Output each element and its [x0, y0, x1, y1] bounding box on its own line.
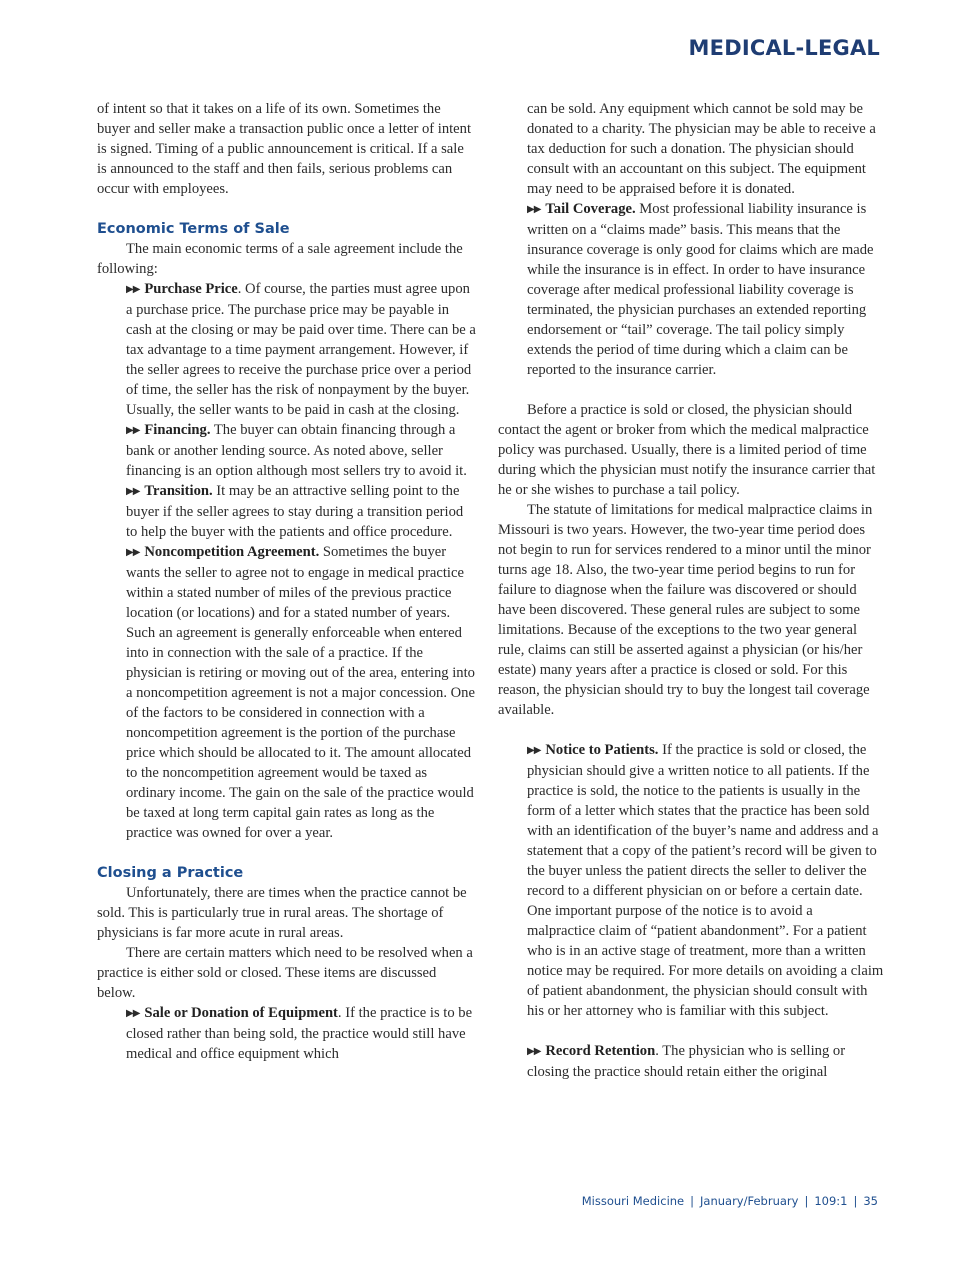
text-purchase-price: . Of course, the parties must agree upon a purchase price. The purchase price may be payable in cash at the closing or may be paid over time. There can be a tax advantage to a time payment arrangement. However, if the seller agrees to receive the purchase price over a period of time, the seller has the risk of nonpayment by the buyer. Usually, the seller wants to be paid in cash at the closing. [126, 281, 476, 418]
paragraph-before-sold: Before a practice is sold or closed, the physician should contact the agent or broker from which the medical malpractice policy was purchased. Usually, there is a limited period of time during which the physician must notify the insurance carrier that he or she wishes to purchase a tail policy. [498, 402, 876, 498]
double-arrow-right-icon: ▶▶ [527, 745, 541, 756]
section-header: MEDICAL-LEGAL [688, 36, 880, 60]
list-item-noncompetition [97, 542, 477, 843]
double-arrow-right-icon: ▶▶ [527, 204, 541, 215]
list-item-notice-patients [498, 740, 884, 1021]
journal-name: Missouri Medicine [581, 1194, 685, 1208]
text-notice-patients: If the practice is sold or closed, the physician should give a written notice to all patients. If the practice is sold, the notice to the patients is usually in the form of a letter which states that the practice has been sold with an identification of the buyer’s name and address and a statement that a copy of the patient’s record will be given to the buyer unless the patient directs the seller to deliver the record to a different physician on or before a certain date. One important purpose of the notice is to avoid a malpractice claim of “patient abandonment”. For a patient who is in an active stage of treatment, more than a written notice may be required. For more details on avoiding a claim of patient abandonment, the physician should consult with his or her attorney who is familiar with this subject. [527, 742, 884, 1019]
term-equipment: Sale or Donation of Equipment [144, 1005, 338, 1021]
double-arrow-right-icon: ▶▶ [126, 284, 140, 295]
journal-volume: 109:1 [814, 1194, 848, 1208]
list-item-purchase-price [97, 279, 477, 420]
paragraph-equipment-continued: can be sold. Any equipment which cannot be sold may be donated to a charity. The physician may be able to receive a tax deduction for such a donation. The physician should consult with an accountant on this subject. The equipment may need to be appraised before it is donated. [527, 101, 876, 197]
footer-separator: | [690, 1194, 695, 1208]
paragraph-closing-2: There are certain matters which need to be resolved when a practice is either sold or closed. These items are discussed below. [97, 945, 473, 1001]
term-noncompetition: Noncompetition Agreement. [144, 544, 320, 560]
paragraph-closing-1: Unfortunately, there are times when the practice cannot be sold. This is particularly true in rural areas. The shortage of physicians is far more acute in rural areas. [97, 885, 467, 941]
left-column [97, 99, 477, 1064]
text-equipment: . If the practice is to be closed rather than being sold, the practice would still have medical and office equipment which [126, 1005, 473, 1062]
paragraph-gap [498, 380, 884, 400]
text-record-retention: . The physician who is selling or closing the practice should retain either the original [527, 1043, 846, 1080]
double-arrow-right-icon: ▶▶ [527, 1046, 541, 1057]
list-item-transition [97, 481, 477, 542]
page-number: 35 [863, 1194, 878, 1208]
text-financing: The buyer can obtain financing through a bank or another lending source. As noted above, seller financing is an option although most sellers try to avoid it. [126, 422, 467, 479]
text-transition: It may be an attractive selling point to the buyer if the seller agrees to stay during a transition period to help the buyer with the patients and office procedure. [126, 483, 464, 540]
term-record-retention: Record Retention [545, 1043, 656, 1059]
term-tail-coverage: Tail Coverage. [545, 201, 636, 217]
paragraph-gap [498, 720, 884, 740]
double-arrow-right-icon: ▶▶ [126, 486, 140, 497]
paragraph-economic: The main economic terms of a sale agreement include the following: [97, 241, 463, 277]
heading-economic-terms: Economic Terms of Sale [97, 221, 290, 237]
paragraph-intro: of intent so that it takes on a life of its own. Sometimes the buyer and seller make a transaction public once a letter of intent is signed. Timing of a public announcement is critical. If a sale is announced to the staff and then fails, serious problems can occur with employees. [97, 101, 472, 197]
list-item-tail-coverage [498, 199, 884, 380]
page-footer [582, 1194, 878, 1208]
list-item-financing [97, 420, 477, 481]
footer-separator: | [853, 1194, 858, 1208]
heading-closing-practice: Closing a Practice [97, 865, 244, 881]
double-arrow-right-icon: ▶▶ [126, 1008, 140, 1019]
double-arrow-right-icon: ▶▶ [126, 547, 140, 558]
text-noncompetition: Sometimes the buyer wants the seller to agree not to engage in medical practice within a stated number of miles of the previous practice location (or locations) and for a stated number of years. Such an agreement is generally enforceable when entered into in connection with the sale of a practice. If the physician is retiring or moving out of the area, entering into a noncompetition agreement is not a major concession. One of the factors to be considered in connection with a noncompetition agreement is the portion of the purchase price which should be allocated to it. The amount allocated to the noncompetition agreement would be taxed as ordinary income. The gain on the sale of the practice would be taxed at long term capital gain rates as long as the practice was owned for over a year. [126, 544, 475, 841]
footer-separator: | [804, 1194, 809, 1208]
paragraph-statute: The statute of limitations for medical malpractice claims in Missouri is two years. However, the two-year time period does not begin to run for services rendered to a minor until the minor turns age 18. Also, the two-year time period begins to run for failure to diagnose when the failure was discovered or should have been discovered. These general rules are subject to some limitations. Because of the exceptions to the two year general rule, claims can still be asserted against a physician (or his/her estate) many years after a practice is closed or sold. For this reason, the physician should try to buy the longest tail coverage available. [498, 502, 873, 718]
right-column [498, 99, 884, 1082]
journal-issue: January/February [700, 1194, 799, 1208]
list-item-equipment [97, 1003, 477, 1064]
double-arrow-right-icon: ▶▶ [126, 425, 140, 436]
list-item-record-retention [498, 1041, 884, 1082]
paragraph-gap [498, 1021, 884, 1041]
term-transition: Transition. [144, 483, 213, 499]
term-notice-patients: Notice to Patients. [545, 742, 659, 758]
term-purchase-price: Purchase Price [144, 281, 238, 297]
term-financing: Financing. [144, 422, 211, 438]
text-tail-coverage: Most professional liability insurance is written on a “claims made” basis. This means that the insurance coverage is only good for claims which are made while the insurance is in effect. In order to have insurance coverage after medical professional liability coverage is terminated, the physician purchases an extended reporting endorsement or “tail” coverage. The tail policy simply extends the period of time during which a claim can be reported to the insurance carrier. [527, 201, 874, 378]
